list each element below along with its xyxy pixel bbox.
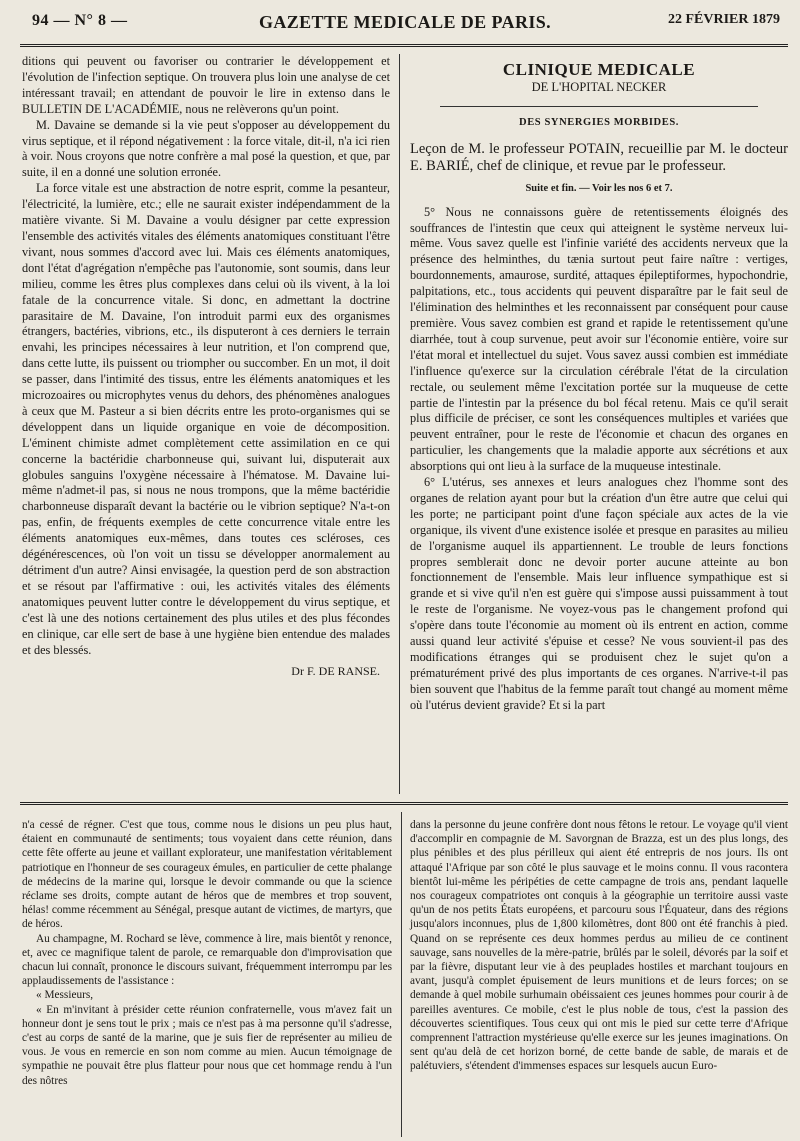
left-column: [22, 54, 390, 680]
author-signature: Dr F. DE RANSE.: [291, 664, 380, 679]
lecture-credit: Leçon de M. le professeur POTAIN, recueillie par M. le docteur E. BARIÉ, chef de clinique, et revue par le professeur.: [410, 140, 788, 174]
paragraph: La force vitale est une abstraction de notre esprit, comme la pesanteur, l'électricité, la lumière, etc.; elle ne saurait exister indépendamment de la matière vivante. Si M. Davaine a voulu désigner par cette expression l'ensemble des activités vitales des éléments anatomiques constituant l'être vivant, nous sommes d'accord avec lui. Mais ces éléments anatomiques, dont l'état d'agrégation n'empêche pas l'autonomie, sont soumis, dans leur milieu, comme les êtres plus complexes dans celui où ils vivent, à la loi fatale de la concurrence vitale. Si donc, en admettant la doctrine parasitaire de M. Davaine, l'on introduit parmi eux des organismes étrangers, bactéries, vibrions, etc., ils disputeront à ces derniers le terrain envahi, les principes nécessaires à leur nutrition, et l'on comprend que, dans cette lutte, ils puissent ou triompher ou succomber. En un mot, il doit se passer, dans l'intimité des tissus, entre les éléments anatomiques et les microzoaires ou microphytes venus du dehors, des phénomènes analogues à ceux que M. Pasteur a si bien décrits entre les proto-organismes qui se développent dans un liquide organique en voie de décomposition. L'éminent chimiste admet complètement cette assimilation en ce qui concerne la bactéridie charbonneuse qui, suivant lui, disputerait aux globules sanguins l'oxygène nécessaire à l'hématose. M. Davaine lui-même n'admet-il pas, si nous ne nous trompons, que la même bactéridie charbonneuse disparaît devant la bactérie ou le vibrion septique? N'a-t-on pas, enfin, de fréquents exemples de cette concurrence vitale entre les éléments anatomiques eux-mêmes, dans toutes ces scléroses, ces dégénérescences, où l'on voit un tissu se développer anormalement au détriment d'un autre? Ainsi envisagée, la question perd de son abstraction et se résout par l'affirmative : oui, les activités vitales des éléments anatomiques peuvent lutter contre le développement du virus septique, et c'est là une des notions certainement des plus utiles et des plus fécondes en clinique, car elle sert de base à une hygiène bien entendue des malades et des blessés.: [22, 181, 390, 657]
bottom-left-column: [22, 818, 392, 1088]
bottom-right-column: [410, 818, 788, 1074]
paragraph: dans la personne du jeune confrère dont nous fêtons le retour. Le voyage qu'il vient d'accomplir en compagnie de M. Savorgnan de Brazza, est un des plus longs, des plus pénibles et des plus périlleux qui aient été entrepris de nos jours. Ils ont attaqué l'Afrique par son côté le plus sauvage et le moins connu. Il vous racontera bientôt lui-même les péripéties de cette campagne de trois ans, pendant laquelle nos courageux compatriotes ont conquis à la géographie un territoire aussi vaste qu'un de nos petits États européens, et parcouru sous l'Équateur, dans des régions jusqu'alors inconnues, plus de 1,800 kilomètres, dont 800 ont été franchis à pied. Quand on se représente ces deux hommes perdus au milieu de ce continent sauvage, sans nouvelles de la mère-patrie, brûlés par le soleil, dévorés par la soif et par la fièvre, disputant leur vie à des peuplades hostiles et marchant toujours en avant, jusqu'à complet épuisement de leurs munitions et de leurs forces; on se demande à quel mobile surhumain obéissaient ces jeunes hommes pour courir à de pareilles aventures. Ce mobile, c'est le plus noble de tous, c'est la passion des découvertes scientifiques. Tous ceux qui ont mis le pied sur cette terre d'Afrique comprennent l'attraction mystérieuse qu'elle exerce sur les jeunes imaginations. On sent qu'au delà de cet horizon borné, de cette bande de sable, de marais et de palétuviers, s'étendent d'immenses espaces sur lesquels aucun Euro-: [410, 819, 788, 1073]
paragraph: n'a cessé de régner. C'est que tous, comme nous le disions un peu plus haut, étaient en communauté de sentiments; tous voyaient dans cette réunion, dans cette fête offerte au jeune et vaillant explorateur, une manifestation véritablement patriotique en l'honneur de ses courageux émules, en particulier de cette phalange de médecins de la marine qui, lorsque le devoir commande ou que la science réclame ses droits, compte autant de héros que de membres et trop souvent, hélas! comme récemment au Sénégal, presque autant de victimes, de martyrs, que de héros.: [22, 819, 392, 931]
clinique-column: [410, 58, 788, 714]
paragraph: « En m'invitant à présider cette réunion confraternelle, vous m'avez fait un honneur dont je sens tout le prix ; mais ce n'est pas à ma personne qu'il s'adresse, c'est au corps de santé de la marine, que je suis fier de représenter au milieu de vous. Je vous en remercie en son nom comme au mien. Aucun témoignage de sympathie ne pouvait être plus flatteur pour nous que cet hommage rendu à l'un des nôtres: [22, 1003, 392, 1087]
issue-date: 22 FÉVRIER 1879: [667, 12, 780, 27]
section-title: CLINIQUE MEDICALE: [502, 60, 696, 79]
paragraph: 5° Nous ne connaissons guère de retentissements éloignés des souffrances de l'intestin que ceux qui atteignent le système nerveux lui-même. Vous savez quelle est l'infinie variété des accidents nerveux que la présence des helminthes, du tænia surtout peut faire naître : vertiges, bourdonnements, amaurose, surdité, attaques épileptiformes, hypochondrie, palpitations, etc., tous accidents qui peuvent disparaître par le fait seul de l'élimination des helminthes et les reconnaissent par conséquent pour cause première. Vous savez combien est grand et rapide le retentissement qu'une diarrhée, tout à coup survenue, peut avoir sur l'économie entière, voire sur l'état moral et intellectuel du sujet. Vous savez aussi combien est immédiate l'influence qu'exerce sur la circulation cérébrale l'état de la circulation rectale, ou seulement même l'excitation portée sur la muqueuse de cette partie de l'intestin par la présence du bol fécal retenu. Mais ce qu'il serait plus difficile de préciser, ce sont les conséquences multiples et variées que peuvent entraîner, pour le reste de l'économie et chacun des organes en particulier, les changements que la maladie apporte aux sécrétions et aux absorptions qui ont lieu à la surface de la muqueuse intestinale.: [410, 204, 788, 474]
paragraph: ditions qui peuvent ou favoriser ou contrarier le développement et l'évolution de l'infection septique. On trouvera plus loin une analyse de cet intéressant travail; en attendant de pouvoir le lire in extenso dans le BULLETIN DE L'ACADÉMIE, nous ne relèverons qu'un point.: [22, 54, 390, 116]
column-divider: [401, 812, 402, 1137]
column-divider: [399, 54, 400, 794]
section-rule: [20, 802, 788, 805]
paragraph: 6° L'utérus, ses annexes et leurs analogues chez l'homme sont des organes de relation ayant pour but la création d'un être autre que celui qui les porte; ne participant point d'une façon spéciale aux actes de la vie organique, ils vivent d'une existence isolée et presque en parasites au milieu de l'organisme auquel ils appartiennent. Le trouble de leurs fonctions propres semblerait donc ne devoir porter aucune atteinte au bon fonctionnement de l'ensemble. Mais leur influence sympathique est si grande et si vive qu'il n'en est guère qui s'impose aussi puissamment à tout le reste de l'organisme. Ne voyez-vous pas le changement profond qui s'opère dans toute l'économie au moment où ils entrent en action, comme aussi quand leur activité s'épuise et cesse? Ne vous souvient-il pas des modifications étranges qui se produisent chez le sujet qu'on a prématurément privé des plus importants de ces organes. N'arrive-t-il pas bien souvent que l'habitus de la femme paraît tout changé au moment même où l'utérus devient gravide? Et si la part: [410, 475, 788, 712]
continuation-note: Suite et fin. — Voir les nos 6 et 7.: [525, 182, 673, 194]
page-header: [22, 10, 788, 46]
paragraph: M. Davaine se demande si la vie peut s'opposer au développement du virus septique, et il répond négativement : la force vitale, dit-il, n'a ici rien à voir. Nous croyons que notre confrère a mal posé la question, et que, par suite, il en a donné une solution erronée.: [22, 117, 390, 180]
paragraph: « Messieurs,: [36, 989, 94, 1002]
title-rule: [440, 106, 758, 107]
section-subtitle: DE L'HOPITAL NECKER: [531, 79, 667, 94]
section-topic: DES SYNERGIES MORBIDES.: [519, 116, 679, 128]
header-rule: [20, 44, 788, 47]
page-number-and-issue: 94 — N° 8 —: [32, 12, 128, 29]
journal-title: GAZETTE MEDICALE DE PARIS.: [258, 12, 552, 32]
paragraph: Au champagne, M. Rochard se lève, commence à lire, mais bientôt y renonce, et, avec ce magnifique talent de parole, ce remarquable don d'improvisation que chacun lui connaît, prononce le discours suivant, fréquemment interrompu par les applaudissements de l'assistance :: [22, 932, 392, 988]
